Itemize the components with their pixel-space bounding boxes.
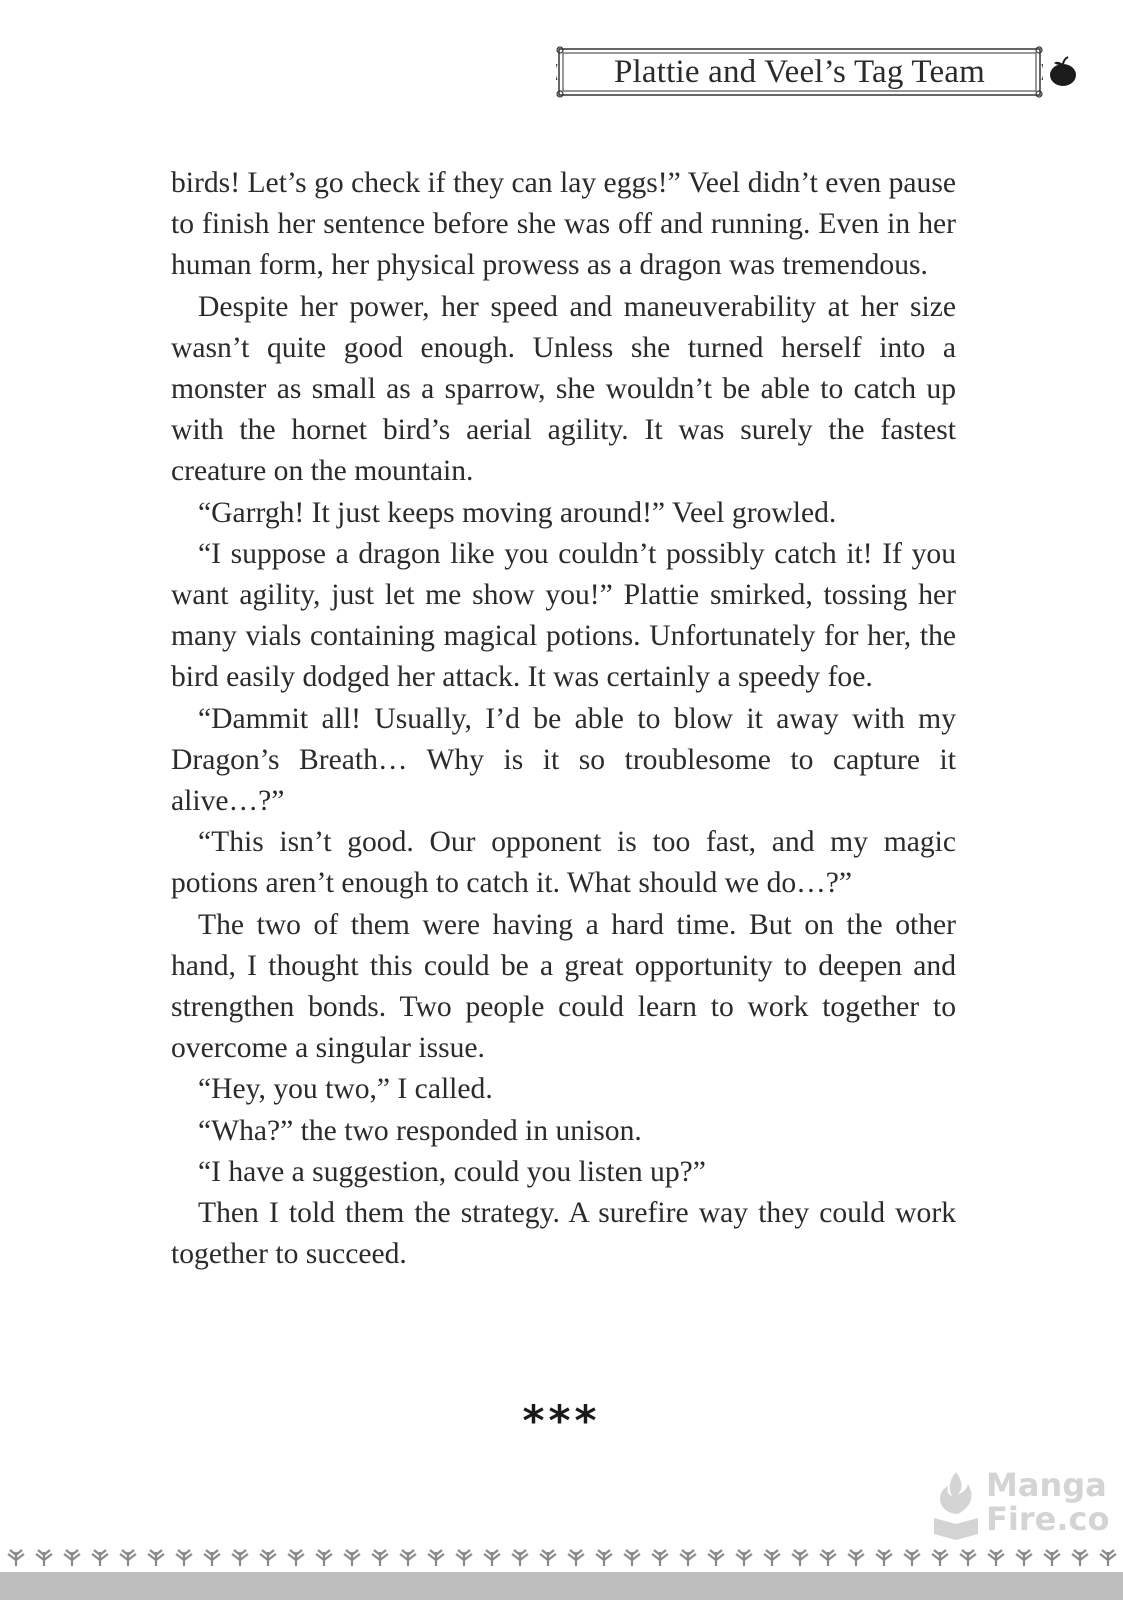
sprig-ornament [92,1550,108,1566]
sprig-ornament [792,1550,808,1566]
sprig-ornament [596,1550,612,1566]
sprig-ornament [428,1550,444,1566]
paragraph: birds! Let’s go check if they can lay eggs!” Veel didn’t even pause to finish her sentence before she was off and running. Even in her human form, her physical prowess as a dragon was tremendous. [171,167,956,282]
sprig-ornament [36,1550,52,1566]
sprig-ornament [680,1550,696,1566]
sprig-ornament [624,1550,640,1566]
sprig-ornament [904,1550,920,1566]
sprig-ornament [8,1550,24,1566]
body-text [171,163,956,1275]
sprig-ornament [988,1550,1004,1566]
sprig-ornament [1016,1550,1032,1566]
sprig-ornament [64,1550,80,1566]
paragraph: Despite her power, her speed and maneuverability at her size wasn’t quite good enough. Unless she turned herself into a monster as small as a sparrow, she wouldn’t be able to catch up with the hornet bird’s aerial agility. It was surely the fastest creature on the mountain. [171,290,956,488]
sprig-ornament [120,1550,136,1566]
sprig-ornament [1044,1550,1060,1566]
sprig-ornament [484,1550,500,1566]
sprig-ornament [232,1550,248,1566]
sprig-ornament [204,1550,220,1566]
sprig-ornament [540,1550,556,1566]
paragraph: The two of them were having a hard time. But on the other hand, I thought this could be a great opportunity to deepen and strengthen bonds. Two people could learn to work together to overcome a singular issue. [171,908,956,1065]
watermark-text [986,1468,1109,1536]
paragraph: Then I told them the strategy. A surefire way they could work together to succeed. [171,1197,956,1271]
chapter-title: Plattie and Veel’s Tag Team [613,53,986,90]
sprig-ornament [148,1550,164,1566]
apple-icon [1047,55,1079,89]
sprig-ornament [932,1550,948,1566]
sprig-ornament [820,1550,836,1566]
paragraph: “Hey, you two,” I called. [198,1073,493,1106]
sprig-ornament [876,1550,892,1566]
watermark [928,1468,1108,1548]
sprig-ornament [260,1550,276,1566]
sprig-ornament [652,1550,668,1566]
watermark-line2: Fire.co [986,1500,1110,1538]
flame-book-icon [928,1468,984,1540]
section-break: *** [522,1396,601,1445]
sprig-ornament [316,1550,332,1566]
paragraph: “I have a suggestion, could you listen up?” [198,1155,706,1188]
sprig-ornament [764,1550,780,1566]
watermark-line1: Manga [986,1466,1107,1504]
sprig-ornament [708,1550,724,1566]
sprig-ornament [568,1550,584,1566]
sprig-ornament [1100,1550,1116,1566]
sprig-ornament [176,1550,192,1566]
paragraph: “This isn’t good. Our opponent is too fast, and my magic potions aren’t enough to catch it. What should we do…?” [171,826,956,900]
sprig-ornament [848,1550,864,1566]
sprig-ornament [1072,1550,1088,1566]
sprig-ornament [344,1550,360,1566]
sprig-ornament [288,1550,304,1566]
sprig-ornament [512,1550,528,1566]
chapter-header [556,46,1043,98]
sprig-ornament [372,1550,388,1566]
sprig-ornament [960,1550,976,1566]
paragraph: “Wha?” the two responded in unison. [198,1114,642,1147]
sprig-ornament [736,1550,752,1566]
paragraph: “Garrgh! It just keeps moving around!” Veel growled. [198,496,837,529]
sprig-ornament [400,1550,416,1566]
paragraph: “I suppose a dragon like you couldn’t possibly catch it! If you want agility, just let me show you!” Plattie smirked, tossing her many vials containing magical potions. Unfortunately for her, the bird easily dodged her attack. It was certainly a speedy foe. [171,537,956,694]
sprig-ornament [456,1550,472,1566]
paragraph: “Dammit all! Usually, I’d be able to blow it away with my Dragon’s Breath… Why is it so troublesome to capture it alive…?” [171,702,956,818]
